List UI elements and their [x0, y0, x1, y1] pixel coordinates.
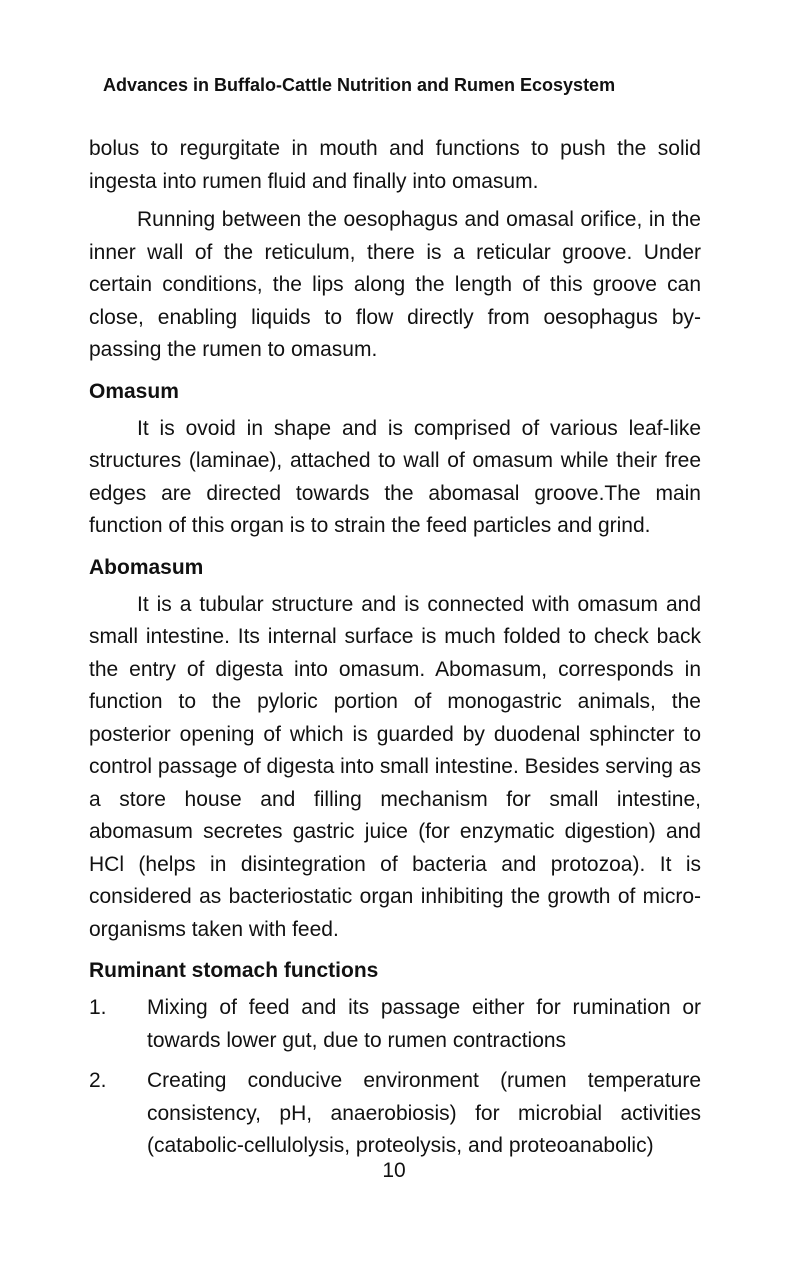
paragraph-continued: bolus to regurgitate in mouth and functions to push the solid ingesta into rumen fluid and finally into omasum.	[89, 137, 701, 193]
list-item-text: Mixing of feed and its passage either for rumination or towards lower gut, due to rumen contractions	[147, 996, 701, 1052]
list-item-text: Creating conducive environment (rumen temperature consistency, pH, anaerobiosis) for microbial activities (catabolic-cellulolysis, proteolysis, and proteoanabolic)	[147, 1069, 701, 1157]
page-number: 10	[382, 1159, 406, 1182]
list-item-number: 2.	[89, 1069, 107, 1092]
list-item	[89, 992, 701, 1057]
section-heading-omasum: Omasum	[89, 379, 179, 403]
running-header: Advances in Buffalo-Cattle Nutrition and Rumen Ecosystem	[103, 75, 616, 95]
page-body	[89, 133, 701, 1171]
section-heading-abomasum: Abomasum	[89, 555, 204, 579]
list-item-number: 1.	[89, 996, 107, 1019]
paragraph-omasum: It is ovoid in shape and is comprised of various leaf-like structures (laminae), attached to wall of omasum while their free edges are directed towards the abomasal groove.The main function of this organ is to strain the feed particles and grind.	[89, 416, 701, 537]
section-heading-stomach-functions: Ruminant stomach functions	[89, 959, 379, 982]
functions-list	[89, 992, 701, 1163]
paragraph-reticular-groove: Running between the oesophagus and omasal orifice, in the inner wall of the reticulum, there is a reticular groove. Under certain conditions, the lips along the length of this groove can close, enabling liquids to flow directly from oesophagus by-passing the rumen to omasum.	[89, 208, 701, 361]
list-item	[89, 1065, 701, 1163]
paragraph-abomasum: It is a tubular structure and is connected with omasum and small intestine. Its internal surface is much folded to check back the entry of digesta into omasum. Abomasum, corresponds in function to the pyloric portion of monogastric animals, the posterior opening of which is guarded by duodenal sphincter to control passage of digesta into small intestine. Besides serving as a store house and filling mechanism for small intestine, abomasum secretes gastric juice (for enzymatic digestion) and HCl (helps in disintegration of bacteria and protozoa). It is considered as bacteriostatic organ inhibiting the growth of micro-organisms taken with feed.	[89, 592, 701, 941]
